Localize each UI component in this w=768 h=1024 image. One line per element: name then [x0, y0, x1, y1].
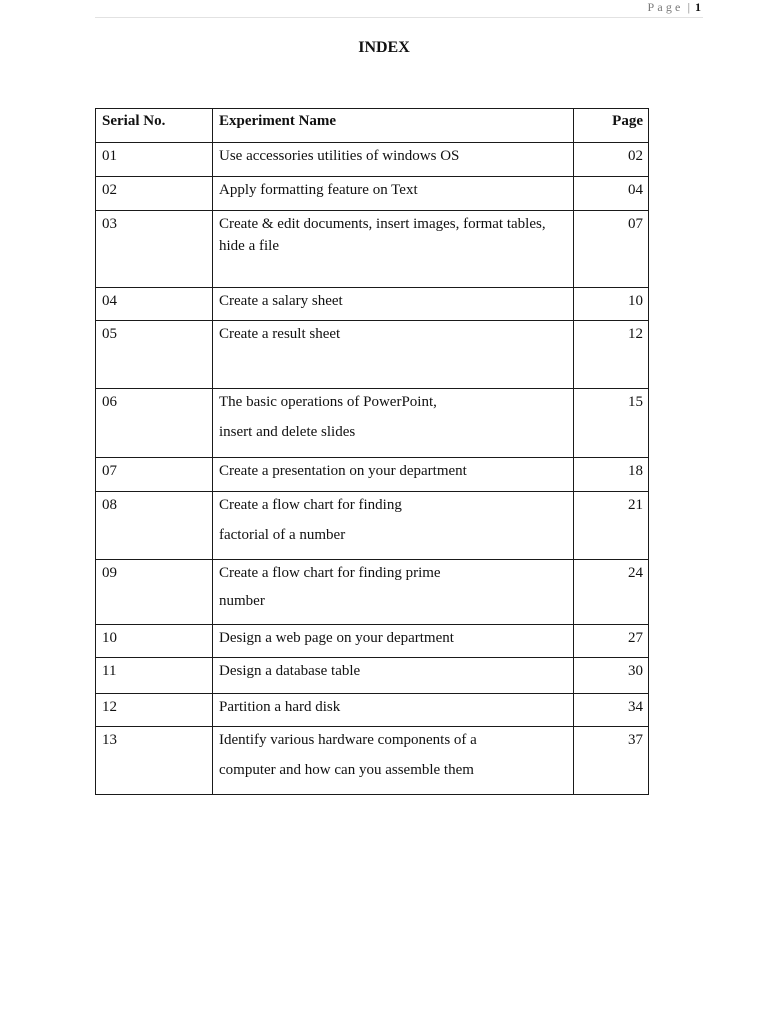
experiment-line: Design a database table: [219, 663, 361, 679]
table-row: [96, 492, 649, 560]
serial-cell: 06: [96, 389, 213, 458]
table-row: [96, 458, 649, 492]
experiment-line: hide a file: [219, 238, 279, 254]
experiment-cell: [213, 321, 574, 389]
experiment-line: insert and delete slides: [219, 424, 356, 440]
serial-cell: 05: [96, 321, 213, 389]
page-cell: 24: [574, 560, 649, 625]
serial-cell: 03: [96, 211, 213, 288]
experiment-line: Design a web page on your department: [219, 630, 454, 646]
table-header-row: [96, 109, 649, 143]
experiment-header: Experiment Name: [213, 109, 574, 143]
page-cell: 02: [574, 143, 649, 177]
serial-cell: 02: [96, 177, 213, 211]
index-table: [95, 108, 649, 795]
experiment-line: Create a salary sheet: [219, 293, 343, 309]
experiment-cell: [213, 658, 574, 694]
experiment-line: Use accessories utilities of windows OS: [219, 148, 460, 164]
serial-cell: 09: [96, 560, 213, 625]
experiment-cell: [213, 694, 574, 727]
page-separator: |: [687, 0, 690, 14]
experiment-line: computer and how can you assemble them: [219, 762, 474, 778]
page-cell: 18: [574, 458, 649, 492]
page-number: 1: [695, 0, 701, 14]
experiment-line: Create a flow chart for finding prime: [219, 565, 441, 581]
experiment-cell: [213, 492, 574, 560]
table-row: [96, 727, 649, 795]
experiment-cell: [213, 288, 574, 321]
page-number-label: [647, 0, 701, 14]
experiment-line: Create a flow chart for finding: [219, 497, 402, 513]
experiment-line: Apply formatting feature on Text: [219, 182, 418, 198]
table-row: [96, 694, 649, 727]
page-cell: 21: [574, 492, 649, 560]
experiment-line: Partition a hard disk: [219, 699, 341, 715]
experiment-line: Create & edit documents, insert images, format tables,: [219, 216, 546, 232]
page-cell: 10: [574, 288, 649, 321]
table-row: [96, 177, 649, 211]
experiment-line: Create a result sheet: [219, 326, 341, 342]
experiment-cell: [213, 625, 574, 658]
table-row: [96, 288, 649, 321]
page-header: [95, 0, 703, 18]
experiment-cell: [213, 560, 574, 625]
experiment-cell: [213, 211, 574, 288]
serial-cell: 12: [96, 694, 213, 727]
serial-header: Serial No.: [96, 109, 213, 143]
experiment-line: The basic operations of PowerPoint,: [219, 394, 437, 410]
experiment-cell: [213, 389, 574, 458]
serial-cell: 13: [96, 727, 213, 795]
page-cell: 37: [574, 727, 649, 795]
table-row: [96, 211, 649, 288]
experiment-cell: [213, 177, 574, 211]
page-cell: 04: [574, 177, 649, 211]
table-row: [96, 143, 649, 177]
page-header-cell: Page: [574, 109, 649, 143]
page-cell: 07: [574, 211, 649, 288]
table-row: [96, 389, 649, 458]
experiment-line: Identify various hardware components of a: [219, 732, 477, 748]
page-cell: 12: [574, 321, 649, 389]
experiment-line: number: [219, 593, 265, 609]
serial-cell: 01: [96, 143, 213, 177]
page-word: Page: [647, 0, 684, 14]
experiment-cell: [213, 727, 574, 795]
table-row: [96, 658, 649, 694]
page-cell: 15: [574, 389, 649, 458]
serial-cell: 11: [96, 658, 213, 694]
serial-cell: 08: [96, 492, 213, 560]
experiment-line: factorial of a number: [219, 527, 346, 543]
table-row: [96, 560, 649, 625]
serial-cell: 10: [96, 625, 213, 658]
table-row: [96, 321, 649, 389]
table-row: [96, 625, 649, 658]
serial-cell: 04: [96, 288, 213, 321]
experiment-cell: [213, 458, 574, 492]
page-cell: 27: [574, 625, 649, 658]
serial-cell: 07: [96, 458, 213, 492]
page-cell: 30: [574, 658, 649, 694]
experiment-line: Create a presentation on your department: [219, 463, 467, 479]
page-cell: 34: [574, 694, 649, 727]
index-title: INDEX: [358, 39, 410, 56]
experiment-cell: [213, 143, 574, 177]
